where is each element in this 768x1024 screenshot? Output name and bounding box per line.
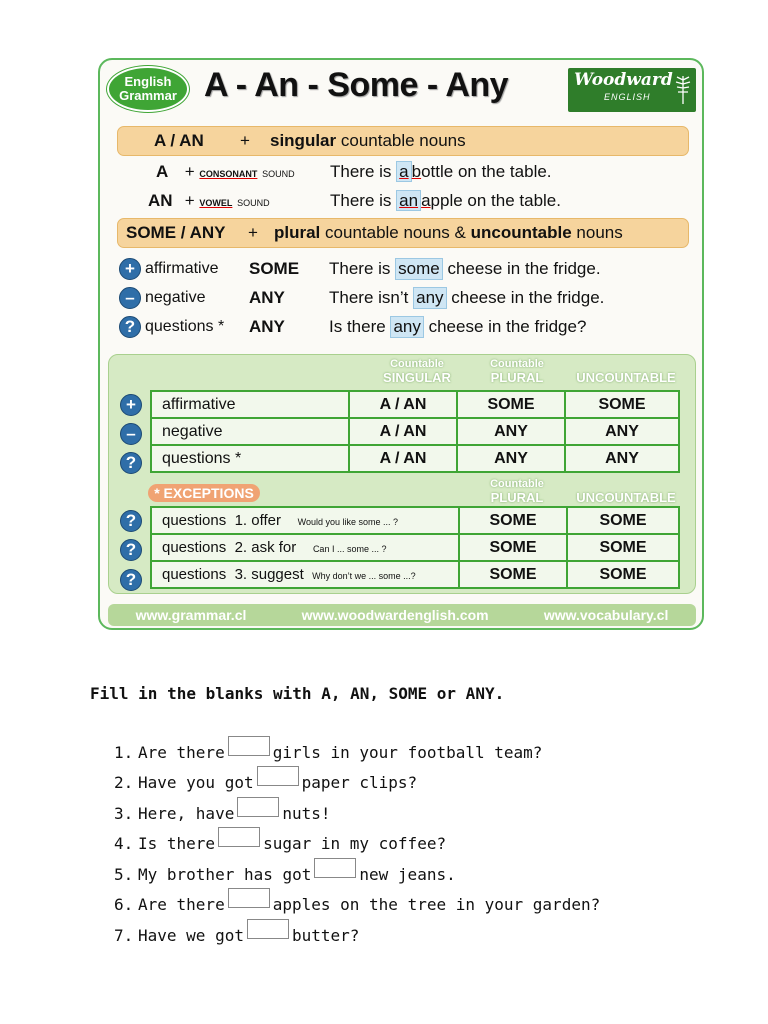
question-icon: ? [120,539,142,561]
page-title: A - An - Some - Any [204,66,509,104]
answer-blank-4[interactable] [218,827,260,847]
exceptions-label: * EXCEPTIONS [148,484,260,502]
col-header-uncountable [566,358,686,384]
item-number: 7. [114,925,134,945]
cell-plural: SOME [459,534,567,561]
cell-uncountable: SOME [567,561,679,588]
a-rule-row [156,162,295,182]
example-article: an [396,190,421,211]
row-highlight: any [390,316,423,338]
item-after: girls in your football team? [272,742,543,762]
exercise-item [114,864,456,884]
item-number: 2. [114,772,134,792]
cell-uncountable: ANY [565,445,679,472]
plus-icon: + [119,258,141,280]
exercise-item [114,894,600,914]
row-highlight: any [413,287,446,309]
exercise-item [114,925,359,945]
item-after: paper clips? [301,772,418,792]
exception-label: questions 1. offer Would you like some ... ? [151,507,459,534]
exception-example: Why don’t we ... some ...? [312,571,416,581]
exercise-item [114,742,542,762]
col-header-plural [462,358,572,384]
row-label: negative [151,418,349,445]
item-number: 5. [114,864,134,884]
table-row [151,445,679,472]
cell-plural: SOME [459,561,567,588]
cell-plural: ANY [457,418,565,445]
example-first-letter: b [411,162,422,181]
example-article: a [396,161,411,182]
exceptions-table [150,506,680,589]
question-icon: ? [120,452,142,474]
exception-label: questions 2. ask for Can I ... some ... ? [151,534,459,561]
item-number: 1. [114,742,134,762]
cell-uncountable: SOME [565,391,679,418]
item-before: Are there [138,742,225,762]
table-row [151,507,679,534]
exception-example: Would you like some ... ? [297,517,399,527]
table-row [151,534,679,561]
logo-subtext: ENGLISH [604,92,651,102]
item-before: Are there [138,894,225,914]
band-rest: countable nouns [340,131,466,150]
row-pre: Is there [329,317,386,336]
answer-blank-7[interactable] [247,919,289,939]
row-pre: There isn’t [329,288,409,307]
table-row [151,391,679,418]
table-row [151,418,679,445]
cell-plural: SOME [459,507,567,534]
exercise-item [114,772,417,792]
exception-label: questions 3. suggest Why don’t we ... some ...? [151,561,459,588]
plus-icon: + [120,394,142,416]
exercise-item [114,833,446,853]
table-row [151,561,679,588]
row-word: SOME [249,259,300,278]
negative-row [119,287,604,309]
cell-singular: A / AN [349,418,457,445]
logo-text: Woodward [574,70,673,90]
question-icon: ? [120,510,142,532]
question-row [119,316,586,338]
example-post: ottle on the table. [421,162,552,181]
exc-col-header-plural [462,478,572,504]
band-plus: + [240,131,250,150]
question-icon: ? [120,569,142,591]
minus-icon: – [119,287,141,309]
an-example [330,191,561,211]
badge-line1: English [124,74,172,89]
item-after: new jeans. [359,864,456,884]
footer-link-grammar[interactable]: www.grammar.cl [135,607,247,623]
row-type: questions * [145,318,225,335]
grammar-card [98,58,704,630]
cell-uncountable: SOME [567,507,679,534]
row-highlight: some [395,258,443,280]
col-header-top: Countable [490,478,544,490]
col-header-singular [362,358,472,384]
some-any-band [117,218,689,248]
sound-label: SOUND [262,169,295,179]
cell-singular: A / AN [349,391,457,418]
item-before: My brother has got [138,864,312,884]
item-after: apples on the tree in your garden? [272,894,601,914]
band-end: nouns [576,223,623,242]
badge-line2: Grammar [119,88,177,103]
row-post: cheese in the fridge. [451,288,605,307]
band-bold2: uncountable [470,223,572,242]
sound-label: SOUND [237,198,270,208]
cell-uncountable: ANY [565,418,679,445]
english-grammar-badge [107,66,189,112]
band-bold1: plural [274,223,321,242]
row-type: negative [145,289,206,306]
a-an-band [117,126,689,156]
cell-plural: ANY [457,445,565,472]
band-key: SOME / ANY [126,223,226,242]
footer-link-woodward[interactable]: www.woodwardenglish.com [301,607,489,623]
item-before: Have you got [138,772,254,792]
item-before: Is there [138,833,216,853]
item-after: sugar in my coffee? [263,833,447,853]
row-word: ANY [249,317,285,336]
item-before: Here, have [138,803,235,823]
example-pre: There is [330,162,392,181]
footer-link-vocabulary[interactable]: www.vocabulary.cl [543,607,669,623]
band-plus: + [248,223,258,242]
question-icon: ? [119,316,141,338]
plus-sign: + [184,162,195,181]
col-header-bottom: UNCOUNTABLE [576,490,676,505]
col-header-bottom: UNCOUNTABLE [576,370,676,385]
answer-blank-1[interactable] [228,736,270,756]
col-header-bottom: PLURAL [490,370,544,385]
row-label: affirmative [151,391,349,418]
item-number: 3. [114,803,134,823]
band-mid: countable nouns & [325,223,466,242]
example-first-letter: a [421,191,431,210]
exc-col-header-uncountable [566,478,686,504]
cell-singular: A / AN [349,445,457,472]
row-word: ANY [249,288,285,307]
affirmative-row [119,258,601,280]
sound-word: VOWEL [199,198,233,208]
woodward-logo [568,68,696,112]
answer-blank-6[interactable] [228,888,270,908]
article: AN [148,191,173,210]
col-header-top: Countable [390,358,444,370]
col-header-bottom: PLURAL [490,490,544,505]
item-number: 6. [114,894,134,914]
item-after: nuts! [282,803,331,823]
fern-icon [674,74,692,104]
article: A [156,162,169,181]
band-key: A / AN [154,131,204,150]
row-pre: There is [329,259,391,278]
main-table [150,390,680,473]
example-post: pple on the table. [430,191,561,210]
col-header-bottom: SINGULAR [383,370,451,385]
sound-word: CONSONANT [199,169,258,179]
item-after: butter? [291,925,360,945]
exercise-item [114,803,331,823]
minus-icon: – [120,423,142,445]
item-number: 4. [114,833,134,853]
row-post: cheese in the fridge? [428,317,587,336]
row-post: cheese in the fridge. [447,259,601,278]
row-type: affirmative [145,260,219,277]
example-pre: There is [330,191,392,210]
row-label: questions * [151,445,349,472]
plus-sign: + [184,191,195,210]
cell-plural: SOME [457,391,565,418]
col-header-top: Countable [490,358,544,370]
answer-blank-2[interactable] [257,766,299,786]
a-example [330,162,552,182]
item-before: Have we got [138,925,244,945]
answer-blank-3[interactable] [237,797,279,817]
cell-uncountable: SOME [567,534,679,561]
exception-example: Can I ... some ... ? [312,544,387,554]
an-rule-row [148,191,270,211]
answer-blank-5[interactable] [314,858,356,878]
band-bold: singular [270,131,337,150]
footer-links [108,604,696,626]
exercise-instructions: Fill in the blanks with A, AN, SOME or ANY. [90,684,505,703]
